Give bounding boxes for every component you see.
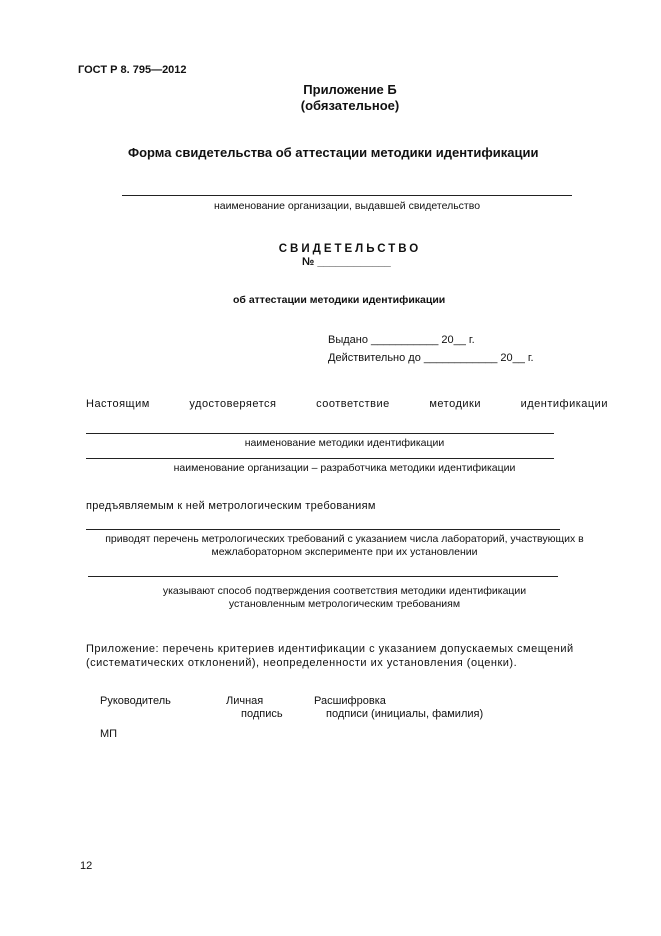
page-number: 12 (80, 860, 93, 872)
confirmation-caption-2: установленным метрологическим требованиям (228, 598, 461, 610)
method-name-caption: наименование методики идентификации (244, 437, 445, 449)
appendix-note-line-2: (систематических отклонений), неопределенности их установления (оценки). (86, 657, 518, 669)
requirements-line: предъявляемым к ней метрологическим требованиям (86, 500, 376, 512)
developer-name-line (86, 458, 554, 459)
valid-until-date: Действительно до ____________ 20__ г. (328, 352, 534, 364)
org-name-caption: наименование организации, выдавшей свидетельство (213, 200, 481, 212)
appendix-status: (обязательное) (300, 98, 400, 113)
certificate-number: № ____________ (302, 256, 391, 268)
form-title: Форма свидетельства об аттестации методики идентификации (128, 145, 539, 160)
signature-personal-label: Личная (226, 695, 264, 707)
document-code: ГОСТ Р 8. 795—2012 (78, 64, 187, 76)
signature-decode-sublabel: подписи (инициалы, фамилия) (326, 708, 484, 720)
appendix-title: Приложение Б (303, 82, 397, 97)
appendix-note-line-1: Приложение: перечень критериев идентификации с указанием допускаемых смещений (86, 643, 574, 655)
certify-word: методики (429, 398, 481, 410)
seal-label: МП (100, 728, 118, 740)
certificate-subtitle: об аттестации методики идентификации (233, 294, 446, 306)
certify-statement (86, 398, 608, 410)
certify-word: идентификации (520, 398, 608, 410)
developer-name-caption: наименование организации – разработчика методики идентификации (173, 462, 516, 474)
org-name-line (122, 195, 572, 196)
issued-date: Выдано ___________ 20__ г. (328, 334, 475, 346)
certificate-heading: СВИДЕТЕЛЬСТВО (278, 243, 422, 255)
requirements-blank-line (86, 529, 560, 530)
signature-head-label: Руководитель (100, 695, 171, 707)
certify-word: Настоящим (86, 398, 150, 410)
requirements-caption-1: приводят перечень метрологических требований с указанием числа лабораторий, участвующих в (105, 533, 584, 545)
certify-word: удостоверяется (189, 398, 277, 410)
method-name-line (86, 433, 554, 434)
requirements-caption-2: межлабораторном эксперименте при их установлении (211, 546, 478, 558)
confirmation-line (88, 576, 558, 577)
signature-decode-label: Расшифровка (314, 695, 386, 707)
confirmation-caption-1: указывают способ подтверждения соответствия методики идентификации (162, 585, 527, 597)
signature-personal-sublabel: подпись (241, 708, 283, 720)
certify-word: соответствие (316, 398, 390, 410)
